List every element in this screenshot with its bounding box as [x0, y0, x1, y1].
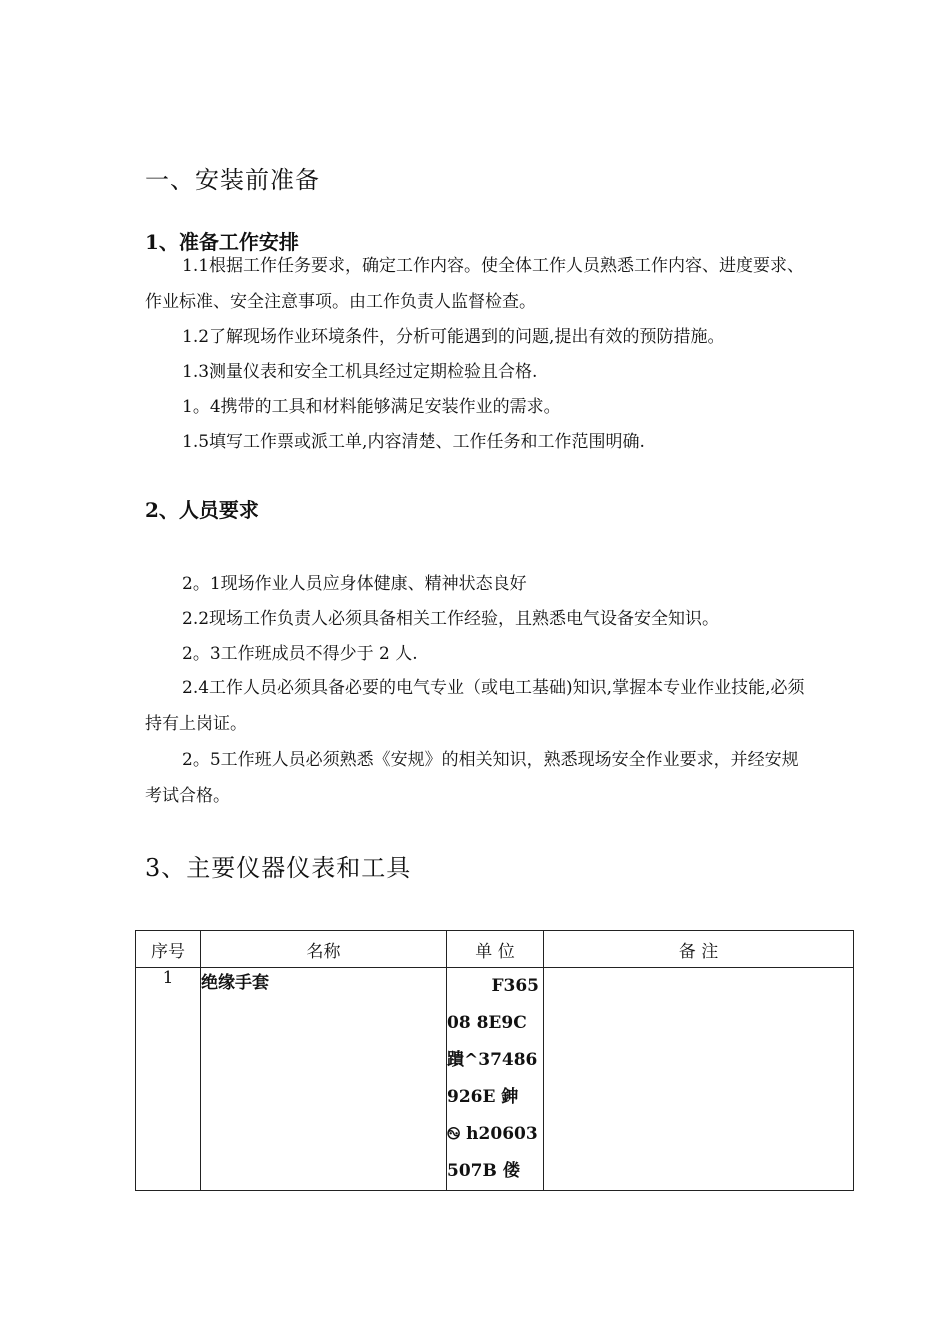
table-row: [136, 968, 854, 1191]
section-1-paragraph-1: 1.1根据工作任务要求，确定工作内容。使全体工作人员熟悉工作内容、进度要求、作业标准、安全注意事项。由工作负责人监督检查。: [145, 256, 805, 312]
unit-line: 507B 偻: [447, 1161, 520, 1181]
header-note: 备 注: [544, 931, 854, 968]
row-unit: [447, 968, 544, 1191]
table-header-row: [136, 931, 854, 968]
section-2-paragraph-5: 2。5工作班人员必须熟悉《安规》的相关知识，熟悉现场安全作业要求，并经安规考试合格。: [145, 750, 799, 806]
row-no: 1: [136, 968, 201, 1191]
tools-table: [135, 930, 854, 1191]
main-section-title: 一、安装前准备: [145, 166, 320, 194]
header-no: 序号: [136, 931, 201, 968]
section-1-paragraph-5: 1.5填写工作票或派工单,内容清楚、工作任务和工作范围明确.: [182, 432, 645, 452]
section-1-paragraph-2: 1.2了解现场作业环境条件，分析可能遇到的问题,提出有效的预防措施。: [182, 327, 725, 347]
section-3-heading: 3、主要仪器仪表和工具: [145, 854, 412, 882]
unit-line: 08 8E9C: [447, 1013, 527, 1033]
header-unit: 单 位: [447, 931, 544, 968]
unit-line: 蹪^37486: [447, 1050, 538, 1070]
section-2-paragraph-2: 2.2现场工作负责人必须具备相关工作经验，且熟悉电气设备安全知识。: [182, 609, 720, 629]
unit-line: 926E 鉮: [447, 1087, 519, 1107]
section-1-paragraph-3: 1.3测量仪表和安全工机具经过定期检验且合格.: [182, 362, 538, 382]
row-name: 绝缘手套: [201, 968, 447, 1191]
section-2-heading: 2、人员要求: [145, 498, 259, 522]
section-2-paragraph-1: 2。1现场作业人员应身体健康、精神状态良好: [182, 574, 527, 594]
header-name: 名称: [201, 931, 447, 968]
unit-line: F365: [491, 976, 539, 996]
section-2-paragraph-4: 2.4工作人员必须具备必要的电气专业（或电工基础)知识,掌握本专业作业技能,必须持有上岗证。: [145, 678, 805, 734]
unit-line: ࿊ h20603: [447, 1124, 538, 1144]
section-1-paragraph-4: 1。4携带的工具和材料能够满足安装作业的需求。: [182, 397, 561, 417]
row-note: [544, 968, 854, 1191]
section-1-heading: 1、准备工作安排: [145, 230, 299, 254]
section-2-paragraph-3: 2。3工作班成员不得少于 2 人.: [182, 644, 418, 664]
